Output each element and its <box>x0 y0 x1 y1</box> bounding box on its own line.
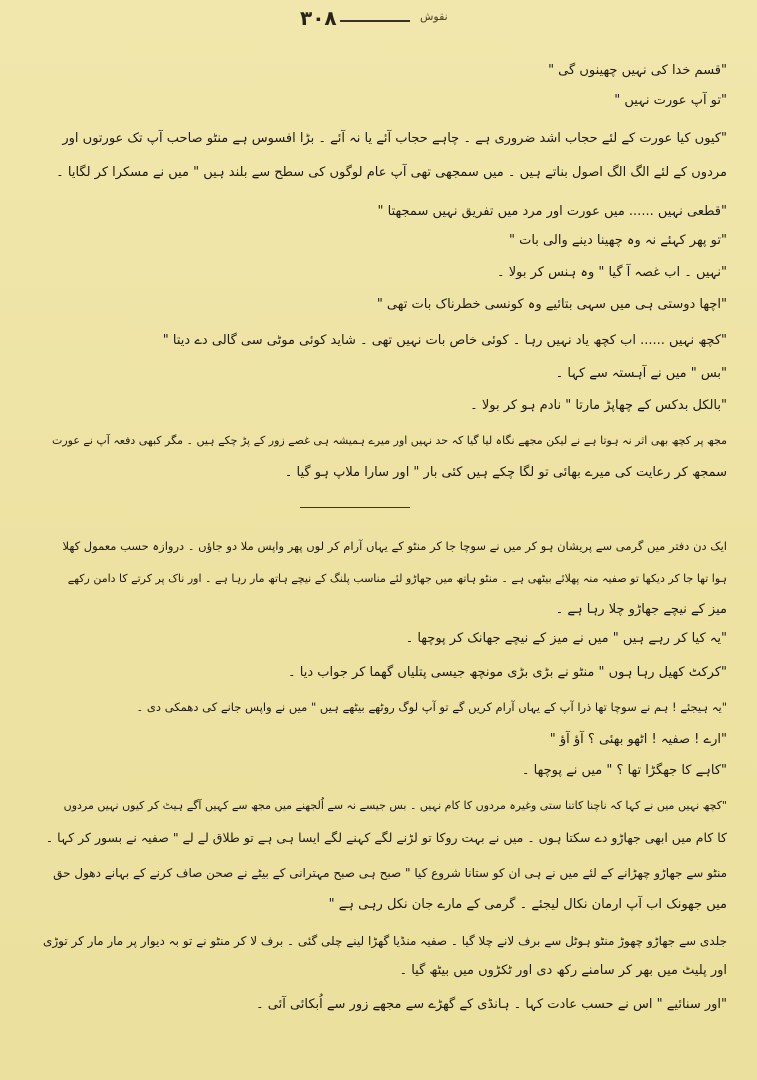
text-line: کا کام میں ابھی جھاڑو دے سکتا ہوں ۔ میں نے بہت روکا تو لڑنے لگے کہنے لگے ایسا ہی ہے تو طلاق لے لے " صفیہ نے بسور کر کہا ۔ <box>45 830 727 845</box>
text-line: "یہ ہیجئے ! ہم نے سوچا تھا ذرا آپ کے یہاں آرام کریں گے تو آپ لوگ روٹھے بیٹھے ہیں " میں نے واپس جانے کی دھمکی دی ۔ <box>136 700 727 714</box>
text-line: سمجھ کر رعایت کی میرے بھائی تو لگا چکے ہیں کئی بار " اور سارا ملاپ ہو گیا ۔ <box>284 465 727 480</box>
text-line: جلدی سے جھاڑو چھوڑ منٹو ہوٹل سے برف لانے چلا گیا ۔ صفیہ منڈیا گھڑا لینے چلی گئی ۔ برف لا کر منٹو نے تو بہ دیوار پر مار مار کر توڑی <box>42 934 727 948</box>
text-line: "اچھا دوستی ہی میں سہی بتائیے وہ کونسی خطرناک بات تھی " <box>376 297 727 312</box>
text-line: منٹو سے جھاڑو چھڑانے کے لئے میں نے ہی ان کو ستانا شروع کیا " صبح ہی صبح مہترانی کے بیٹے نے صحن صاف کرنے کے بہانے دھول حق <box>53 866 727 880</box>
text-line: میز کے نیچے جھاڑو چلا رہا ہے ۔ <box>555 602 727 617</box>
text-line: "ارے ! صفیہ ! اٹھو بھئی ؟ آؤ آؤ " <box>549 732 727 747</box>
running-header: نقوش <box>420 10 448 23</box>
header-rule <box>340 20 410 22</box>
text-line: "کچھ نہیں ...... اب کچھ یاد نہیں رہا ۔ کوئی خاص بات نہیں تھی ۔ شاید کوئی موٹی سی گالی دے دیتا " <box>162 333 727 348</box>
page-number: ٣٠٨ <box>300 6 337 30</box>
text-line: "کاہے کا جھگڑا تھا ؟ " میں نے پوچھا ۔ <box>521 763 727 778</box>
text-line: میں جھونک اب آپ ارمان نکال لیجئے ۔ گرمی کے مارے جان نکل رہی ہے " <box>328 897 727 912</box>
text-line: مردوں کے لئے الگ الگ اصول بناتے ہیں ۔ میں سمجھی تھی آپ عام لوگوں کی سطح سے بلند ہیں " میں نے مسکرا کر لگایا ۔ <box>56 165 727 180</box>
text-line: مجھ پر کچھ بھی اثر نہ ہوتا ہے نے لیکن مجھے نگاہ لیا گیا کہ حد نہیں اور میرے ہمیشہ ہی غصے زور کے پڑ چکے ہیں ۔ مگر کبھی دفعہ آپ نے عورت <box>52 434 727 447</box>
section-divider <box>300 507 410 508</box>
text-line: "کیوں کیا عورت کے لئے حجاب اشد ضروری ہے ۔ چاہے حجاب آئے یا نہ آئے ۔ بڑا افسوس ہے منٹو صاحب آپ تک عورتوں اور <box>62 131 727 146</box>
text-line: "تو آپ عورت نہیں " <box>614 93 727 108</box>
text-line: "یہ کیا کر رہے ہیں " میں نے میز کے نیچے جھانک کر پوچھا ۔ <box>405 631 727 646</box>
text-line: ایک دن دفتر میں گرمی سے پریشان ہو کر میں نے سوچا جا کر منٹو کے یہاں آرام کر لوں پھر واپس ملا دو جاؤں ۔ دروازہ حسب معمول کھلا <box>62 539 727 553</box>
text-line: "کچھ نہیں میں نے کہا کہ ناچنا کاتنا ستی وغیرہ مردوں کا کام نہیں ۔ بس جیسے نہ سے اُلجھنے میں مجھ سے کہیں آگے ہیٹ کر کیوں نہیں مردوں <box>63 799 727 812</box>
text-line: "تو پھر کہئے نہ وہ چھینا دینے والی بات " <box>508 233 727 248</box>
text-line: "قطعی نہیں ...... میں عورت اور مرد میں تفریق نہیں سمجھتا " <box>377 204 727 219</box>
text-line: ہوا تھا جا کر دیکھا تو صفیہ منہ پھلائے بیٹھی ہے ۔ منٹو ہاتھ میں جھاڑو لئے مناسب پلنگ کے نیچے ہاتھ مار رہا ہے ۔ اور ناک پر کرتے کا دامن رکھے <box>67 572 727 585</box>
text-line: "قسم خدا کی نہیں چھینوں گی " <box>548 63 727 78</box>
text-line: "بالکل بدکس کے چھاپڑ مارتا " نادم ہو کر بولا ۔ <box>470 398 727 413</box>
text-line: "نہیں ۔ اب غصہ آ گیا " وہ ہنس کر بولا ۔ <box>496 265 727 280</box>
text-line: "بس " میں نے آہستہ سے کہا ۔ <box>555 366 727 381</box>
text-line: اور پلیٹ میں بھر کر سامنے رکھ دی اور ٹکڑوں میں بیٹھ گیا ۔ <box>399 963 727 978</box>
text-line: "اور سنائیے " اس نے حسب عادت کہا ۔ ہانڈی کے گھڑے سے مجھے زور سے اُبکائی آئی ۔ <box>256 997 727 1012</box>
text-line: "کرکٹ کھیل رہا ہوں " منٹو نے بڑی بڑی مونچھ جیسی پتلیاں گھما کر جواب دیا ۔ <box>288 665 727 680</box>
